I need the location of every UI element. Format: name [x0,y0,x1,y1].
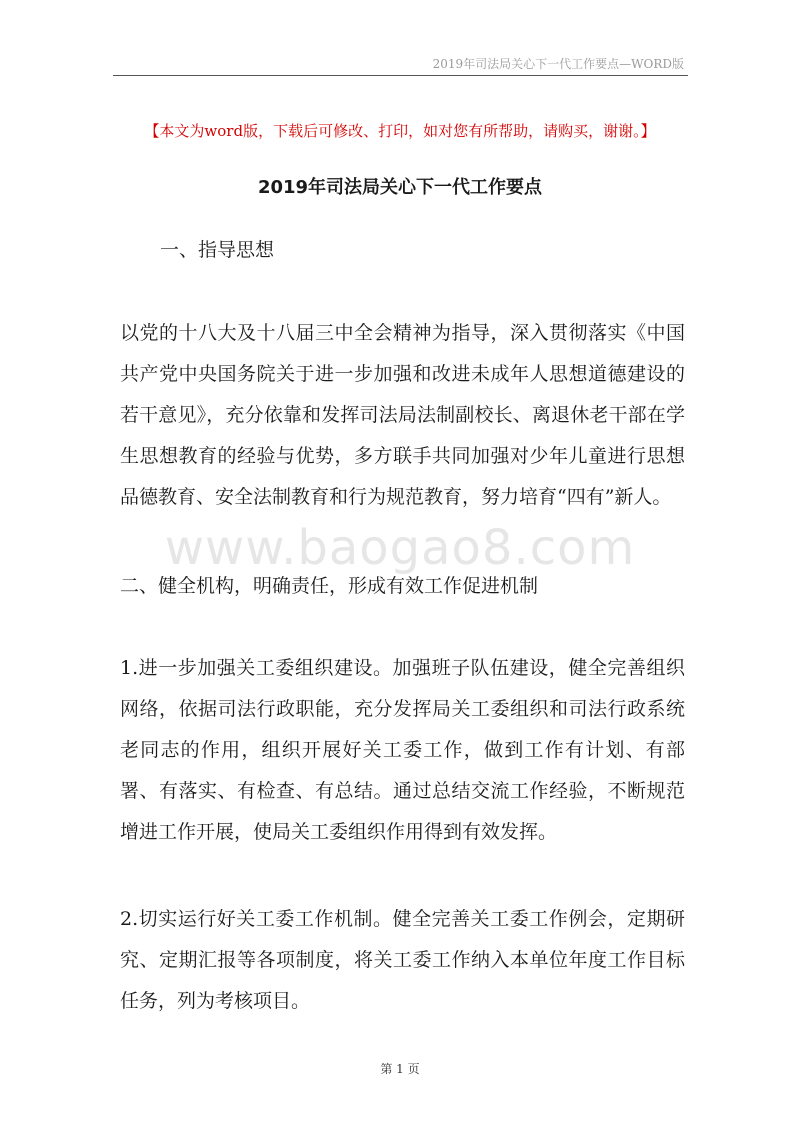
paragraph-guiding-ideology: 以党的十八大及十八届三中全会精神为指导，深入贯彻落实《中国共产党中央国务院关于进一步加强和改进未成年人思想道德建设的若干意见》，充分依靠和发挥司法局法制副校长、离退休老干部在学生思想教育的经验与优势，多方联手共同加强对少年儿童进行思想品德教育、安全法制教育和行为规范教育，努力培育“四有”新人。 [120,322,685,508]
paragraph-item-1: 1.进一步加强关工委组织建设。加强班子队伍建设，健全完善组织网络，依据司法行政职能，充分发挥局关工委组织和司法行政系统老同志的作用，组织开展好关工委工作，做到工作有计划、有部署、有落实、有检查、有总结。通过总结交流工作经验，不断规范增进工作开展，使局关工委组织作用得到有效发挥。 [120,657,685,843]
document-title: 2019年司法局关心下一代工作要点 [257,177,543,198]
running-header: 2019年司法局关心下一代工作要点—WORD版 [432,57,684,71]
section-heading-organization: 二、健全机构，明确责任，形成有效工作促进机制 [120,575,539,597]
download-notice: 【本文为word版，下载后可修改、打印，如对您有所帮助，请购买，谢谢。】 [144,122,656,140]
page-number: 第 1 页 [380,1062,420,1076]
paragraph-item-2: 2.切实运行好关工委工作机制。健全完善关工委工作例会，定期研究、定期汇报等各项制度，将关工委工作纳入本单位年度工作目标任务，列为考核项目。 [120,908,685,1012]
header-divider [113,75,688,76]
section-heading-guiding-ideology: 一、指导思想 [160,239,275,261]
watermark: www.baogao8.com [164,520,636,576]
